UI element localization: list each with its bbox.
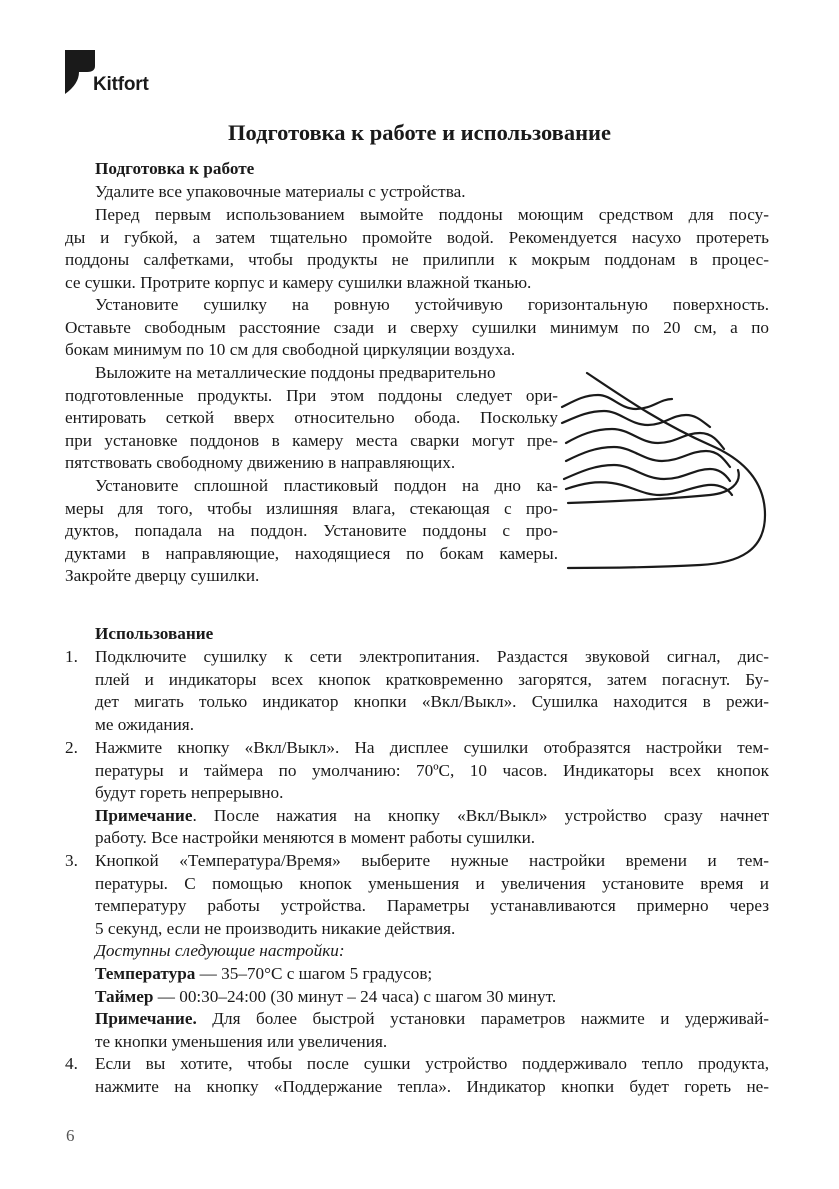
list-number-2: 2. bbox=[65, 738, 78, 757]
list-number-4: 4. bbox=[65, 1054, 78, 1073]
prep-heading: Подготовка к работе bbox=[95, 159, 255, 178]
prep-paragraph-1: Удалите все упаковочные материалы с устройства. bbox=[95, 182, 466, 201]
brand-logo bbox=[65, 50, 185, 100]
usage-item-2: Нажмите кнопку «Вкл/Выкл». На дисплее сушилки отобразятся настройки тем- пературы и таймера по умолчанию: 70ºС, 10 часов. Индикаторы всех кнопок будут гореть непрерывно. Примечание. После нажатия на кнопку «Вкл/Выкл» устройство сразу начнет работу. Все настройки меняются в момент работы сушилки. bbox=[95, 738, 769, 848]
usage-item-1: Подключите сушилку к сети электропитания. Раздастся звуковой сигнал, дис- плей и индикаторы всех кнопок кратковременно загорятся, затем погаснут. Бу- дет мигать только индикатор кнопки «Вкл/Выкл». Сушилка находится в режи- ме ожидания. bbox=[95, 647, 769, 734]
usage-item-2-note: Примечание. После нажатия на кнопку «Вкл/Выкл» устройство сразу начнет bbox=[95, 805, 769, 825]
prep-paragraph-4: Выложите на металлические поддоны предварительно подготовленные продукты. При этом поддоны следует ори- ентировать сеткой вверх относительно обода. Поскольку при установке поддонов в камеру места сварки могут пре- пятствовать свободному движению в направляющих. bbox=[65, 363, 558, 473]
prep-paragraph-3: Установите сушилку на ровную устойчивую горизонтальную поверхность. Оставьте свободным расстояние сзади и сверху сушилки минимум по 20 см, а по бокам минимум по 10 см для свободной циркуляции воздуха. bbox=[65, 295, 769, 360]
tray-illustration bbox=[560, 365, 775, 575]
list-number-3: 3. bbox=[65, 851, 78, 870]
usage-heading: Использование bbox=[95, 624, 214, 643]
usage-item-3-note: Примечание. Для более быстрой установки параметров нажмите и удерживай- bbox=[95, 1009, 769, 1029]
timer-setting: Таймер — 00:30–24:00 (30 минут – 24 часа) с шагом 30 минут. bbox=[95, 986, 557, 1006]
page-title: Подготовка к работе и использование bbox=[227, 120, 611, 145]
temperature-setting: Температура — 35–70°С с шагом 5 градусов; bbox=[95, 963, 433, 983]
list-number-1: 1. bbox=[65, 647, 78, 666]
prep-paragraph-2: Перед первым использованием вымойте поддоны моющим средством для посу- ды и губкой, а затем тщательно промойте водой. Рекомендуется насухо протереть поддоны салфетками, чтобы продукты не прилипли к мокрым поддонам в процес- се сушки. Протрите корпус и камеру сушилки влажной тканью. bbox=[65, 205, 769, 292]
prep-paragraph-5: Установите сплошной пластиковый поддон на дно ка- меры для того, чтобы излишняя влага, стекающая с про- дуктов, попадала на поддон. Установите поддоны с про- дуктами в направляющие, находящиеся по бокам камеры. Закройте дверцу сушилки. bbox=[65, 476, 558, 586]
usage-item-3: Кнопкой «Температура/Время» выберите нужные настройки времени и тем- пературы. С помощью кнопок уменьшения и увеличения установите время и температуру работы устройства. Параметры устанавливаются примерно через 5 секунд, если не производить никакие действия. Доступны следующие настройки: Температура — 35–70°С с шагом 5 градусов; Таймер — 00:30–24:00 (30 минут – 24 часа) с шагом 30 минут. Примечание. Для более быстрой установки параметров нажмите и удерживай- те кнопки уменьшения или увеличения. bbox=[95, 851, 769, 1051]
usage-item-4: Если вы хотите, чтобы после сушки устройство поддерживало тепло продукта, нажмите на кнопку «Поддержание тепла». Индикатор кнопки будет гореть не- bbox=[95, 1054, 769, 1096]
kitfort-logo-icon bbox=[65, 50, 95, 94]
page-number: 6 bbox=[66, 1126, 75, 1145]
brand-name: Kitfort bbox=[93, 74, 149, 95]
available-settings-label: Доступны следующие настройки: bbox=[95, 941, 345, 961]
